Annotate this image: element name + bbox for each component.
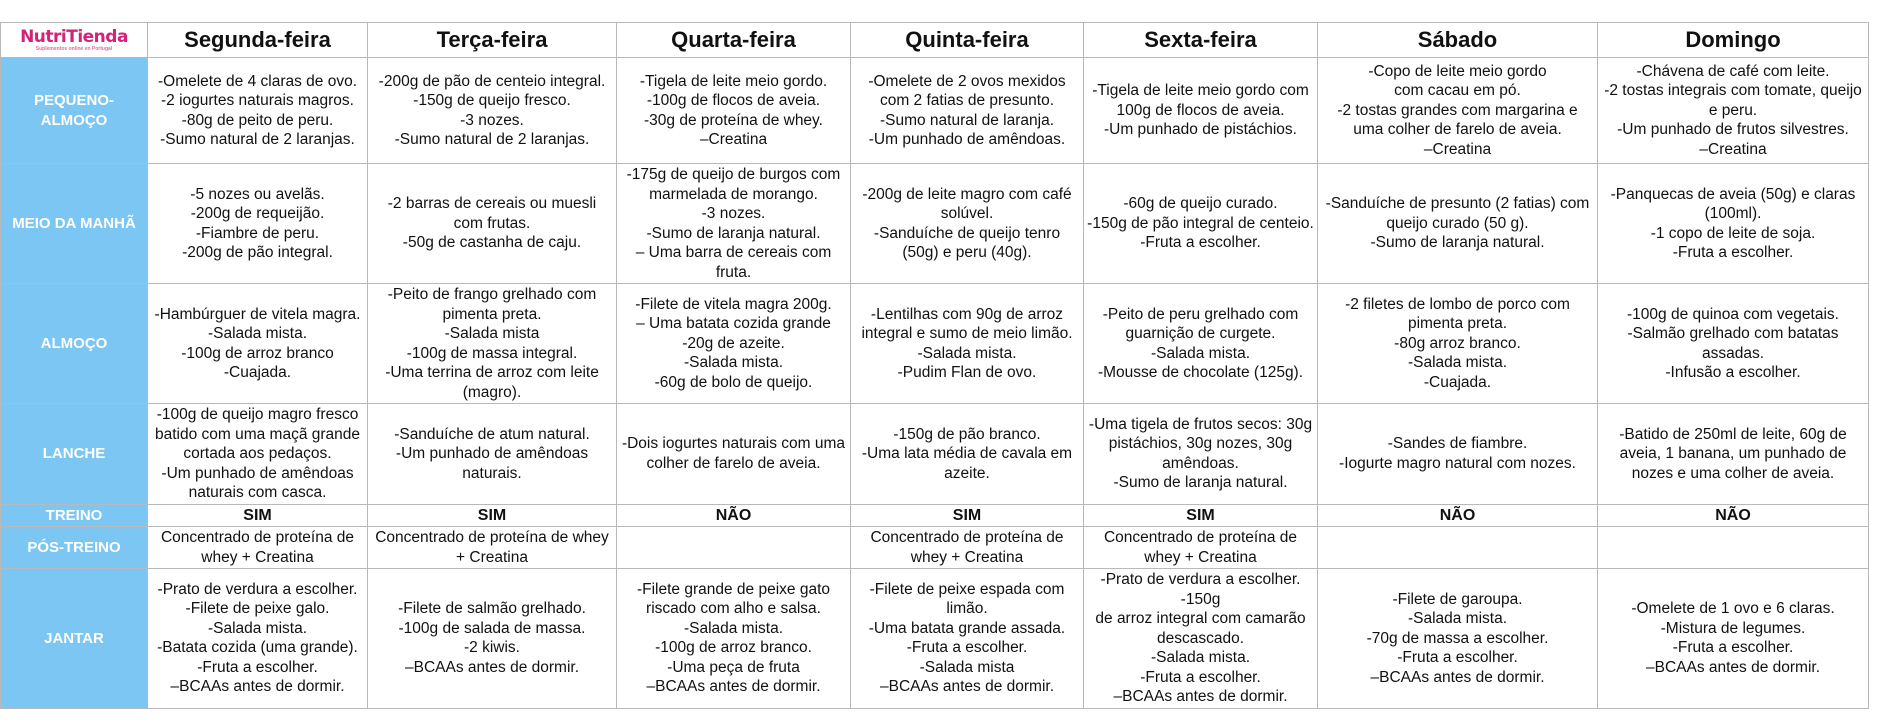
meal-item: -Fiambre de peru. [195,224,320,242]
meal-cell [1598,284,1869,404]
meal-item: -50g de castanha de caju. [402,234,582,252]
meal-cell [148,164,368,284]
meal-item: – Uma batata cozida grande [636,315,831,333]
meal-item: –BCAAs antes de dormir. [646,678,821,696]
meal-item: -Salada mista [919,658,1015,676]
meal-item: -60g de queijo curado. [1123,195,1278,213]
meal-cell [1318,58,1598,164]
meal-cell [368,284,617,404]
meal-item: -Salada mista. [917,344,1017,362]
meal-cell [617,164,851,284]
meal-item: -Filete de vitela magra 200g. [635,295,832,313]
meal-cell [1084,527,1318,569]
meal-item: Concentrado de proteína de whey + Creatina [375,529,609,566]
meal-item: Concentrado de proteína de whey + Creatina [1103,529,1298,566]
meal-item: -2 tostas grandes com margarina e uma colher de farelo de aveia. [1337,101,1578,139]
meal-item: -Pudim Flan de ovo. [897,364,1037,381]
meal-item: -30g de proteína de whey. [644,111,823,129]
meal-item: -Filete de garoupa. [1392,590,1523,608]
meal-item: -Filete de salmão grelhado. [398,600,586,618]
meal-row [1,284,1869,404]
meal-item: SIM [1186,506,1215,524]
meal-cell [851,404,1084,505]
meal-item: -Fruta a escolher. [1672,639,1794,657]
logo-cell [1,23,148,58]
meal-row [1,404,1869,505]
day-header: Segunda-feira [148,23,368,58]
meal-item: -Tigela de leite meio gordo com 100g de flocos de aveia. [1092,82,1309,119]
meal-label: MEIO DA MANHÃ [1,164,148,284]
meal-item: -Omelete de 2 ovos mexidos com 2 fatias de presunto. [868,72,1066,109]
meal-cell [1598,404,1869,505]
meal-item: SIM [477,506,507,524]
meal-label: PEQUENO-ALMOÇO [1,58,148,164]
meal-item: -Peito de peru grelhado com guarnição de curgete. [1102,305,1299,342]
meal-cell [1318,284,1598,404]
meal-item: -2 kiwis. [464,639,520,657]
meal-item: -Copo de leite meio gordo [1368,62,1547,80]
meal-item: -Salada mista. [207,325,308,342]
meal-item: -2 iogurtes naturais magros. [161,92,354,109]
meal-item: -Fruta a escolher. [1397,649,1518,666]
meal-cell [851,164,1084,284]
meal-item: -200g de requeijão. [190,205,325,222]
meal-cell [851,569,1084,709]
training-flag [617,504,851,527]
meal-item: -100g de quinoa com vegetais. [1627,305,1839,323]
day-header: Sexta-feira [1084,23,1318,58]
day-header: Terça-feira [368,23,617,58]
brand-logo: NutriTienda [20,27,128,47]
meal-item: -Salada mista. [1407,354,1508,372]
meal-cell [1598,527,1869,569]
meal-label: TREINO [1,504,148,527]
meal-item: -Salada mista. [207,619,308,637]
meal-cell [851,58,1084,164]
meal-cell [1084,58,1318,164]
meal-item: -Dois iogurtes naturais com uma colher de farelo de aveia. [621,435,846,472]
meal-item: -Lentilhas com 90g de arroz integral e sumo de meio limão. [861,305,1073,342]
meal-item: –BCAAs antes de dormir. [404,658,580,676]
meal-item: –Creatina [699,131,768,148]
meal-cell [1598,58,1869,164]
meal-item: -Salmão grelhado com batatas assadas. [1627,325,1839,362]
meal-item: -Fruta a escolher. [1140,668,1261,686]
meal-item: -Uma lata média de cavala em azeite. [861,445,1073,482]
meal-item: -Sumo de laranja natural. [646,224,821,242]
meal-cell [851,284,1084,404]
meal-item: -Uma tigela de frutos secos: 30g pistáchios, 30g nozes, 30g amêndoas. [1088,415,1313,472]
meal-row [1,58,1869,164]
meal-item: -200g de pão integral. [182,244,333,261]
meal-item: -Salada mista [444,325,540,342]
meal-cell [368,58,617,164]
meal-item: -2 barras de cereais ou muesli com frutas. [387,195,597,232]
meal-cell [1598,569,1869,709]
meal-item: -60g de bolo de queijo. [654,373,813,391]
meal-item: -150g de pão branco. [893,425,1041,443]
meal-item: -Sumo de laranja natural. [1370,234,1545,252]
meal-item: -Omelete de 4 claras de ovo. [157,72,358,90]
meal-item: -Fruta a escolher. [197,658,318,676]
meal-item: -3 nozes. [460,111,524,129]
meal-item: –Creatina [1699,140,1767,158]
meal-item: -Um punhado de pistáchios. [1103,121,1297,139]
meal-item: -Omelete de 1 ovo e 6 claras. [1631,600,1835,618]
meal-cell [148,58,368,164]
meal-item: -Salada mista. [1407,610,1508,627]
meal-item: – Uma barra de cereais com fruta. [635,244,832,281]
meal-item: -Salada mista. [683,354,784,372]
meal-item: -100g de queijo magro fresco batido com uma maçã grande cortada aos pedaços. [154,406,361,462]
meal-item: SIM [243,506,272,524]
day-header: Domingo [1598,23,1869,58]
meal-item: –BCAAs antes de dormir. [170,678,345,696]
meal-plan-sheet [0,22,1868,709]
meal-item: -Sanduíche de queijo tenro (50g) e peru (40g). [873,224,1061,261]
meal-cell [1318,569,1598,709]
meal-item: -200g de pão de centeio integral. [378,72,606,90]
meal-cell [617,527,851,569]
meal-cell [148,284,368,404]
training-flag [1084,504,1318,527]
meal-cell [148,404,368,505]
meal-item: -150g de pão integral de centeio. [1087,214,1314,232]
meal-item: -Batido de 250ml de leite, 60g de aveia, 1 banana, um punhado de nozes e uma colher de aveia. [1619,425,1847,482]
meal-label: PÓS-TREINO [1,527,148,569]
meal-label: ALMOÇO [1,284,148,404]
meal-item: NÃO [715,506,752,524]
header-row [1,23,1869,58]
meal-item: -Fruta a escolher. [1140,234,1261,252]
meal-item: -Um punhado de frutos silvestres. [1617,121,1849,139]
meal-item: –BCAAs antes de dormir. [1370,668,1545,686]
meal-item: -Prato de verdura a escolher. [1100,571,1301,588]
meal-plan-body [1,58,1869,709]
meal-item: -2 tostas integrais com tomate, queijo e peru. [1604,82,1862,119]
meal-item: –BCAAs antes de dormir. [879,678,1055,696]
meal-item: SIM [952,506,982,524]
meal-item: -Hambúrguer de vitela magra. [154,305,361,323]
training-flag [851,504,1084,527]
meal-item: -Iogurte magro natural com nozes. [1339,454,1576,472]
meal-item: -Infusão a escolher. [1665,364,1801,381]
meal-item: -150g de queijo fresco. [413,92,571,109]
meal-item: -Tigela de leite meio gordo. [639,72,828,90]
meal-item: -175g de queijo de burgos com marmelada de morango. [626,166,841,203]
meal-item: -Sanduíche de presunto (2 fatias) com queijo curado (50 g). [1325,195,1590,232]
meal-cell [617,569,851,709]
meal-item: –Creatina [1423,140,1492,158]
meal-cell [148,527,368,569]
meal-item: -Salada mista. [1150,344,1251,362]
meal-item: -Panquecas de aveia (50g) e claras (100ml). [1610,185,1856,222]
meal-item: -Prato de verdura a escolher. [157,580,358,598]
meal-item: -Um punhado de amêndoas naturais. [395,445,589,482]
meal-item: -Um punhado de amêndoas naturais com casca. [161,464,354,501]
meal-item: -20g de azeite. [682,334,785,352]
meal-item: de arroz integral com camarão descascado. [1095,610,1306,647]
meal-item: -Salada mista. [1150,649,1251,666]
meal-item: -Mistura de legumes. [1660,619,1806,637]
day-header: Sábado [1318,23,1598,58]
meal-item: -3 nozes. [701,205,766,222]
meal-item: -80g arroz branco. [1394,334,1521,352]
meal-item: -100g de arroz branco. [655,639,812,657]
meal-cell [1084,404,1318,505]
meal-item: NÃO [1715,506,1751,524]
meal-item: -Sandes de fiambre. [1387,435,1528,453]
meal-cell [1084,569,1318,709]
meal-cell [1598,164,1869,284]
meal-item: -Uma batata grande assada. [868,619,1066,637]
meal-item: –BCAAs antes de dormir. [1113,688,1288,705]
meal-item: -Mousse de chocolate (125g). [1097,364,1304,381]
meal-cell [368,164,617,284]
meal-item: -Batata cozida (uma grande). [157,639,358,657]
meal-item: -Salada mista. [683,619,784,637]
meal-cell [617,404,851,505]
training-flag [368,504,617,527]
meal-plan-table [0,22,1869,709]
meal-item: -Uma peça de fruta [667,658,800,676]
meal-item: -2 filetes de lombo de porco com pimenta preta. [1345,295,1570,333]
meal-cell [148,569,368,709]
meal-row [1,569,1869,709]
meal-item: -Peito de frango grelhado com pimenta preta. [387,286,597,323]
meal-item: -Filete de peixe galo. [185,600,330,618]
meal-item: -100g de flocos de aveia. [646,92,821,109]
meal-item: Concentrado de proteína de whey + Creatina [160,529,355,566]
meal-cell [1318,164,1598,284]
meal-item: -Sumo natural de laranja. [879,111,1055,129]
training-flag [148,504,368,527]
meal-item: -Filete grande de peixe gato riscado com alho e salsa. [636,580,831,618]
training-flag [1598,504,1869,527]
meal-item: -Um punhado de amêndoas. [868,131,1066,148]
meal-row [1,527,1869,569]
meal-item: -Sanduíche de atum natural. [394,425,590,443]
meal-item: -Uma terrina de arroz com leite (magro). [385,364,599,401]
meal-row [1,504,1869,527]
meal-label: LANCHE [1,404,148,505]
meal-item: Concentrado de proteína de whey + Creatina [870,529,1064,566]
meal-item: NÃO [1439,506,1476,524]
meal-item: –BCAAs antes de dormir. [1645,658,1821,676]
meal-item: -Sumo natural de 2 laranjas. [394,131,590,148]
meal-item: -Cuajada. [1423,373,1492,391]
meal-item: -80g de peito de peru. [181,111,334,129]
meal-cell [1318,404,1598,505]
meal-cell [851,527,1084,569]
meal-cell [1084,164,1318,284]
training-flag [1318,504,1598,527]
meal-item: -Sumo natural de 2 laranjas. [160,131,355,148]
meal-cell [617,58,851,164]
meal-cell [1318,527,1598,569]
meal-cell [368,527,617,569]
meal-cell [617,284,851,404]
meal-item: -100g de salada de massa. [398,619,586,637]
meal-item: -1 copo de leite de soja. [1650,224,1816,242]
meal-item: -5 nozes ou avelãs. [190,185,325,203]
meal-item: -150g [1180,590,1221,608]
meal-item: -100g de arroz branco [181,344,334,362]
meal-label: JANTAR [1,569,148,709]
meal-cell [1084,284,1318,404]
meal-item: -200g de leite magro com café solúvel. [862,185,1072,222]
meal-item: -100g de massa integral. [406,344,578,362]
meal-item: -Fruta a escolher. [906,639,1028,657]
day-header: Quinta-feira [851,23,1084,58]
brand-tagline: Suplementos online en Portugal [35,46,113,52]
meal-item: -Cuajada. [223,364,292,381]
meal-row [1,164,1869,284]
meal-item: -Chávena de café com leite. [1636,62,1830,80]
meal-item: -Sumo de laranja natural. [1113,474,1288,492]
meal-cell [368,404,617,505]
day-header: Quarta-feira [617,23,851,58]
meal-item: -70g de massa a escolher. [1366,629,1549,647]
meal-item: -Fruta a escolher. [1672,244,1794,261]
meal-item: com cacau em pó. [1394,82,1521,100]
meal-item: -Filete de peixe espada com limão. [869,580,1065,618]
meal-cell [368,569,617,709]
